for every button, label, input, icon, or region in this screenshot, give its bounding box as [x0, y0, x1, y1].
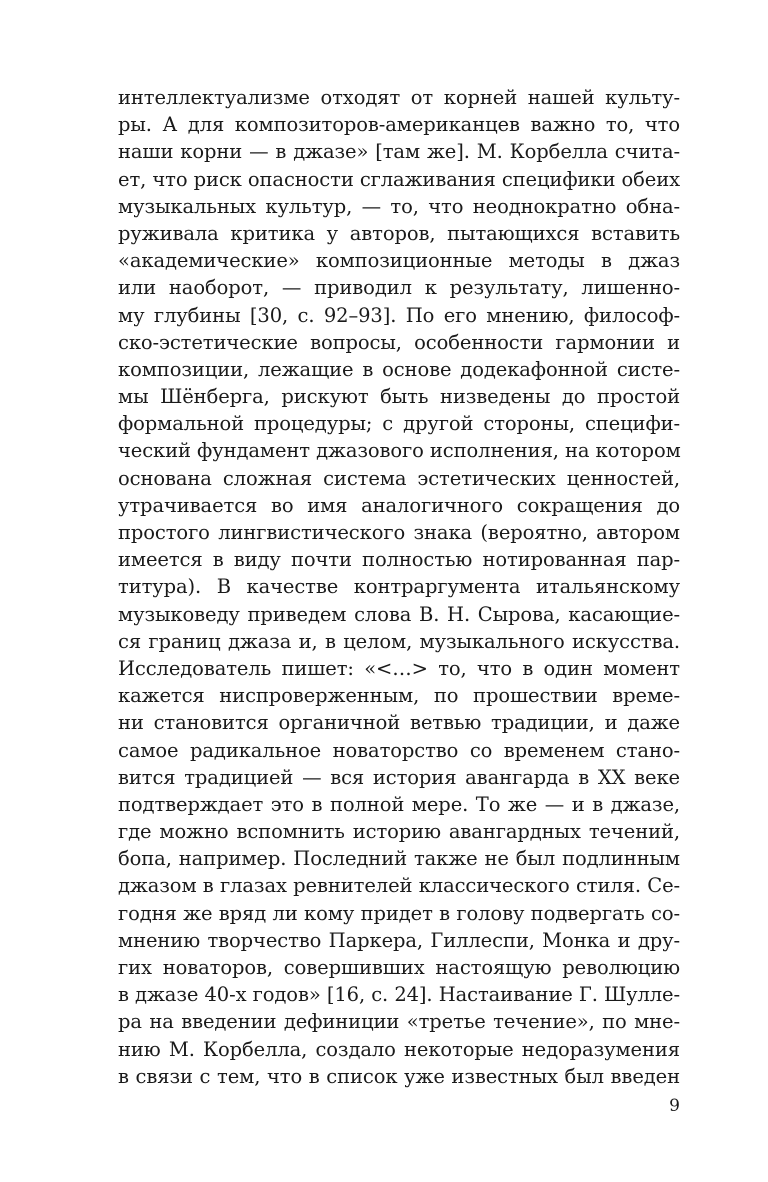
text-line: ско-эстетические вопросы, особенности гармонии и	[118, 330, 680, 354]
text-line: бопа, например. Последний также не был подлинным	[118, 847, 680, 871]
text-line: музыкальных культур, — то, что неоднократно обна-	[118, 194, 680, 218]
text-line: мы Шёнберга, рискуют быть низведены до простой	[118, 385, 680, 409]
text-line: где можно вспомнить историю авангардных течений,	[118, 820, 680, 844]
text-line: утрачивается во имя аналогичного сокращения до	[118, 493, 680, 517]
text-line: кажется ниспроверженным, по прошествии време-	[118, 684, 680, 708]
text-line: в связи с тем, что в список уже известных был введен	[118, 1064, 680, 1088]
text-line: наши корни — в джазе» [там же]. М. Корбелла счита-	[118, 140, 680, 164]
text-line: джазом в глазах ревнителей классического стиля. Се-	[118, 874, 680, 898]
text-line: му глубины [30, с. 92–93]. По его мнению, философ-	[118, 303, 680, 327]
text-line: годня же вряд ли кому придет в голову подвергать со-	[118, 901, 680, 925]
text-line: «академические» композиционные методы в джаз	[118, 249, 680, 273]
text-line: титура). В качестве контраргумента итальянскому	[118, 575, 680, 599]
text-line: гих новаторов, совершивших настоящую революцию	[118, 956, 680, 979]
text-line: вится традицией — вся история авангарда в XX веке	[118, 765, 680, 789]
text-line: ни становится органичной ветвью традиции, и даже	[118, 711, 680, 735]
text-line: ра на введении дефиниции «третье течение», по мне-	[118, 1010, 680, 1034]
text-line: нию М. Корбелла, создало некоторые недоразумения	[118, 1037, 680, 1061]
text-line: музыковеду приведем слова В. Н. Сырова, касающие-	[118, 602, 680, 626]
text-line: имеется в виду почти полностью нотированная пар-	[118, 548, 680, 572]
text-line: ся границ джаза и, в целом, музыкального искусства.	[118, 629, 680, 653]
text-line: или наоборот, — приводил к результату, лишенно-	[118, 276, 680, 300]
text-line: подтверждает это в полной мере. То же — и в джазе,	[118, 792, 680, 816]
text-line: мнению творчество Паркера, Гиллеспи, Монка и дру-	[118, 928, 680, 952]
text-line: самое радикальное новаторство со временем стано-	[118, 738, 680, 762]
text-line: Исследователь пишет: «<…> то, что в один момент	[118, 656, 680, 680]
text-line: ет, что риск опасности сглаживания специфики обеих	[118, 167, 680, 191]
text-line: композиции, лежащие в основе додекафонной систе-	[118, 357, 680, 381]
text-line: ческий фундамент джазового исполнения, на котором	[118, 439, 681, 463]
text-line: основана сложная система эстетических ценностей,	[118, 466, 680, 490]
text-line: простого лингвистического знака (вероятно, автором	[118, 521, 680, 544]
text-line: интеллектуализме отходят от корней нашей культу-	[118, 86, 680, 109]
text-line: ры. А для композиторов-американцев важно то, что	[118, 113, 680, 137]
text-line: в джазе 40-х годов» [16, с. 24]. Настаивание Г. Шулле-	[118, 983, 680, 1007]
text-line: руживала критика у авторов, пытающихся вставить	[118, 221, 680, 245]
body-text	[118, 84, 680, 1090]
text-line: формальной процедуры; с другой стороны, специфи-	[118, 412, 680, 436]
page-number: 9	[669, 1096, 680, 1116]
